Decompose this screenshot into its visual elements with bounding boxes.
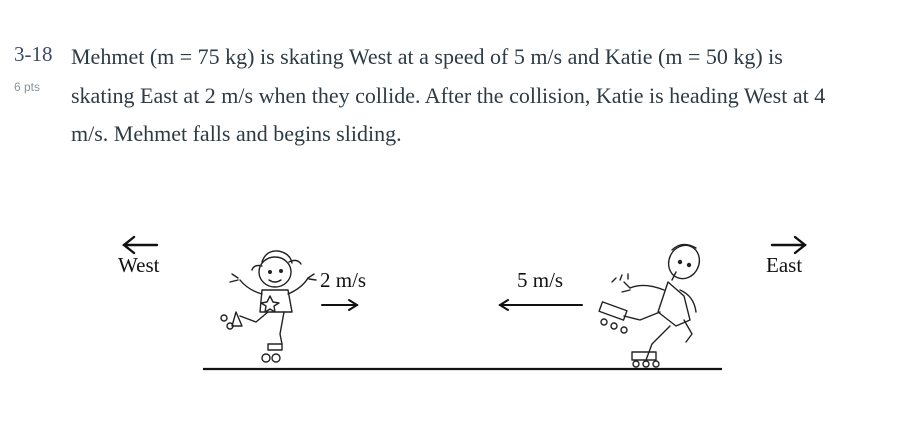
mehmet-velocity-arrow (500, 300, 582, 310)
east-arrow-icon (772, 237, 805, 253)
west-arrow-icon (124, 237, 157, 253)
question-number: 3-18 (14, 42, 53, 66)
katie-velocity-arrow (322, 300, 357, 310)
katie-skater-icon (221, 251, 316, 362)
question-points: 6 pts (14, 80, 41, 94)
question-text: Mehmet (m = 75 kg) is skating West at a speed of 5 m/s and Katie (m = 50 kg) is skating East at 2 m/s when they collide. After the collision, Katie is heading West at 4 m/s. Mehmet falls and begins sliding. (71, 44, 826, 146)
east-label: East (766, 253, 803, 277)
west-label: West (118, 253, 160, 277)
katie-speed-label: 2 m/s (320, 268, 367, 292)
mehmet-skater-icon (599, 240, 705, 367)
mehmet-speed-label: 5 m/s (517, 268, 564, 292)
